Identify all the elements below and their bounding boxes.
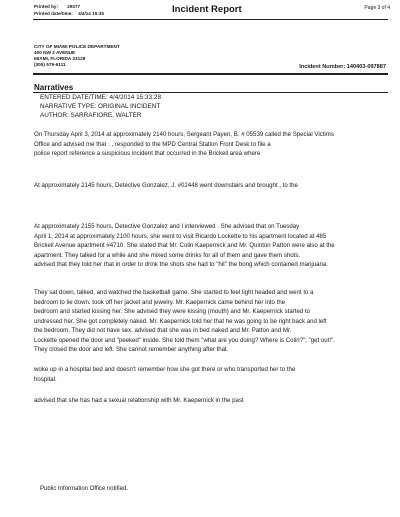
incident-number: Incident Number: 140403-097887 — [299, 64, 386, 70]
narrative-paragraph-3 — [34, 222, 374, 270]
narrative-line: April 1, 2014 at approximately 2100 hours, she went to visit Ricardo Lockette to his apartment located at 485 — [34, 232, 327, 240]
printed-date-label: Printed date/time: — [34, 11, 73, 16]
department-line: CITY OF MIAMI POLICE DEPARTMENT — [34, 44, 120, 49]
narrative-line: advised that she has had a sexual relationship with Mr. Kaepernick in the past — [34, 397, 244, 404]
narrative-line: On Thursday April 3, 2014 at approximately 2140 hours, Sergeant Payen, B. # 05539 called the Special Victims — [34, 131, 334, 138]
department-line: 400 NW 2 AVENUE — [34, 50, 76, 55]
narrative-line: apartment. They talked for a while and she mixed some drinks for all of them and gave them shots. — [34, 251, 301, 259]
narrative-author: AUTHOR: SARRAFIORE, WALTER — [40, 112, 142, 119]
narrative-header — [40, 93, 161, 120]
section-divider-top — [33, 73, 388, 75]
printed-date-value: 4/4/14 15:35 — [78, 11, 104, 16]
narrative-line: undressed her. She got completely naked. Mr. Kaepernick told her that he was going to be right back and left — [34, 317, 327, 325]
narrative-line: woke up in a hospital bed and doesn't remember how she got there or who transported her to the — [34, 366, 296, 373]
narrative-line: They sat down, talked, and watched the basketball game. She started to feel light headed and went to a — [34, 289, 314, 296]
narrative-paragraph-6 — [34, 396, 374, 406]
header-divider — [33, 19, 388, 20]
printed-by — [34, 4, 80, 10]
footer-note: Public Information Office notified. — [40, 486, 128, 492]
narrative-type: NARRATIVE TYPE: ORIGINAL INCIDENT — [40, 103, 161, 110]
narrative-line: hospital. — [34, 375, 57, 383]
printed-date — [34, 11, 104, 17]
narrative-paragraph-5 — [34, 365, 374, 384]
narrative-line: bedroom and started kissing her. She advised they were kissing (mouth) and Mr. Kaepernick started to — [34, 308, 311, 315]
department-block — [34, 44, 120, 68]
narrative-line: At approximately 2155 hours, Detective Gonzalez and I interviewed . She advised that on Tuesday — [34, 223, 300, 230]
department-line: MIAMI, FLORIDA 33128 — [34, 56, 86, 61]
entered-datetime: ENTERED DATE/TIME: 4/4/2014 15:33:28 — [40, 94, 162, 101]
narrative-line: the bedroom. They did not have sex. advised that she was in bed naked and Mr. Patton and Mr. — [34, 327, 292, 334]
narrative-paragraph-1 — [34, 130, 374, 159]
page-title: Incident Report — [172, 4, 242, 15]
narrative-line: Office and advised me that . , responded to the MPD Central Station Front Desk to file a — [34, 140, 271, 148]
narrative-line: bedroom to lie down. took off her jacket and jewelry. Mr. Kaepernick came behind her into the — [34, 298, 286, 306]
narrative-line: At approximately 2145 hours, Detective Gonzalez, J. #02448 went downstairs and brought , to the — [34, 182, 298, 189]
narrative-line: They closed the door and left. She cannot remember anything after that. — [34, 346, 229, 353]
narrative-line: Brickell Avenue apartment #4710. She stated that Mr. Colin Kaepernick and Mr. Quinton Patton were also at the — [34, 242, 335, 249]
narrative-line: advised that they told her that in order to drink the shots she had to "hit" the bong which contained marijuana. — [34, 261, 328, 268]
narrative-paragraph-2 — [34, 181, 374, 191]
narrative-line: Lockette opened the door and "peeked" inside. She told them "what are you doing? Where is Colin?"; "get out!". — [34, 336, 335, 344]
section-title: Narratives — [34, 83, 74, 92]
printed-by-label: Printed by: — [34, 4, 58, 9]
narrative-paragraph-4 — [34, 288, 374, 355]
printed-by-value: 29377 — [67, 4, 81, 9]
department-line: (305) 579-6111 — [34, 62, 66, 67]
narrative-line: police report reference a suspicious incident that occurred in the Brickell area where — [34, 150, 261, 157]
page-number: Page 3 of 4 — [364, 5, 390, 11]
